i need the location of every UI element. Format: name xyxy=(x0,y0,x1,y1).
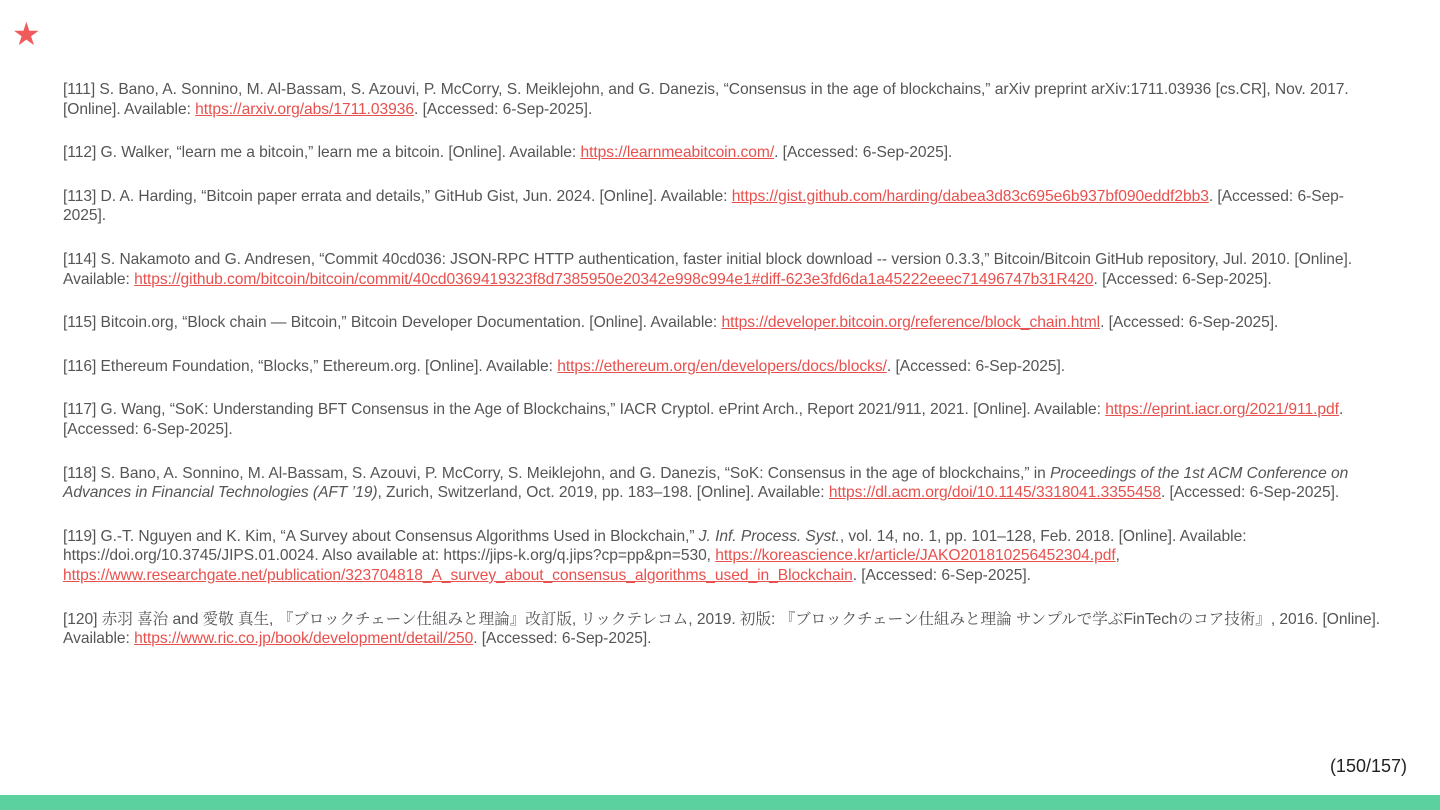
reference-accessed: . [Accessed: 6-Sep-2025]. xyxy=(473,630,652,648)
reference-text: [116] Ethereum Foundation, “Blocks,” Ethereum.org. [Online]. Available: xyxy=(63,357,558,375)
reference-link[interactable]: https://eprint.iacr.org/2021/911.pdf xyxy=(1105,401,1339,419)
reference-link[interactable]: https://developer.bitcoin.org/reference/block_chain.html xyxy=(721,314,1101,332)
reference-link[interactable]: https://arxiv.org/abs/1711.03936 xyxy=(195,100,415,118)
reference-accessed: . [Accessed: 6-Sep-2025]. xyxy=(1100,314,1279,332)
reference-text: [118] S. Bano, A. Sonnino, M. Al-Bassam, S. Azouvi, P. McCorry, S. Meiklejohn, and G. Danezis, “SoK: Consensus in the age of blockchains,” in xyxy=(63,464,1051,482)
reference-venue: Proceedings of the 1st ACM Conference on Advances in Financial Technologies (AFT ’19) xyxy=(63,464,1349,502)
reference-text: [114] S. Nakamoto and G. Andresen, “Commit 40cd036: JSON-RPC HTTP authentication, faster initial block download -- version 0.3.3,” Bitcoin/Bitcoin GitHub repository, Jul. 2010. [Online]. Available: xyxy=(63,250,1353,288)
reference-accessed: . [Accessed: 6-Sep-2025]. xyxy=(63,401,1344,438)
reference-accessed: . [Accessed: 6-Sep-2025]. xyxy=(1093,270,1272,288)
reference-link[interactable]: https://ethereum.org/en/developers/docs/blocks/ xyxy=(557,357,887,375)
reference-text: [119] G.-T. Nguyen and K. Kim, “A Survey about Consensus Algorithms Used in Blockchain,” xyxy=(63,527,699,545)
reference-text: [111] S. Bano, A. Sonnino, M. Al-Bassam, S. Azouvi, P. McCorry, S. Meiklejohn, and G. Danezis, “Consensus in the age of blockchains,” arXiv preprint arXiv:1711.03936 [cs.CR], Nov. 2017. [Online]. Available: xyxy=(63,81,1349,118)
reference-accessed: . [Accessed: 6-Sep-2025]. xyxy=(63,187,1344,225)
reference-119 xyxy=(63,527,1383,586)
reference-accessed: . [Accessed: 6-Sep-2025]. xyxy=(852,566,1031,584)
reference-118 xyxy=(63,464,1383,503)
reference-accessed: . [Accessed: 6-Sep-2025]. xyxy=(774,144,953,162)
reference-separator: , xyxy=(1115,547,1120,565)
reference-link-2[interactable]: https://www.researchgate.net/publication/323704818_A_survey_about_consensus_algorithms_used_in_Blockchain xyxy=(63,566,853,584)
reference-text: [112] G. Walker, “learn me a bitcoin,” learn me a bitcoin. [Online]. Available: xyxy=(63,144,581,162)
reference-link[interactable]: https://learnmeabitcoin.com/ xyxy=(580,144,775,162)
reference-link[interactable]: https://gist.github.com/harding/dabea3d83c695e6b937bf090eddf2bb3 xyxy=(731,187,1209,205)
reference-112 xyxy=(63,143,1383,163)
reference-link[interactable]: https://www.ric.co.jp/book/development/detail/250 xyxy=(134,630,474,648)
reference-text: [117] G. Wang, “SoK: Understanding BFT Consensus in the Age of Blockchains,” IACR Cryptol. ePrint Arch., Report 2021/911, 2021. [Online]. Available: xyxy=(63,401,1106,419)
reference-120 xyxy=(63,610,1383,649)
reference-114 xyxy=(63,250,1383,289)
reference-111 xyxy=(63,80,1383,119)
reference-accessed: . [Accessed: 6-Sep-2025]. xyxy=(414,100,593,118)
page-number: (150/157) xyxy=(1329,756,1407,776)
reference-list xyxy=(63,80,1383,673)
reference-text: [115] Bitcoin.org, “Block chain — Bitcoin,” Bitcoin Developer Documentation. [Online]. Available: xyxy=(63,314,722,332)
star-icon: ★ xyxy=(12,15,41,53)
reference-accessed: . [Accessed: 6-Sep-2025]. xyxy=(886,357,1066,375)
bottom-accent-bar xyxy=(0,795,1440,810)
reference-venue: J. Inf. Process. Syst. xyxy=(698,527,840,545)
reference-117 xyxy=(63,400,1383,439)
reference-113 xyxy=(63,187,1383,226)
reference-text: [113] D. A. Harding, “Bitcoin paper errata and details,” GitHub Gist, Jun. 2024. [Online]. Available: xyxy=(63,187,732,205)
reference-link[interactable]: https://github.com/bitcoin/bitcoin/commit/40cd0369419323f8d7385950e20342e998c994e1#diff-623e3fd6da1a45222eeec71496747b31R420 xyxy=(134,270,1094,288)
reference-link[interactable]: https://koreascience.kr/article/JAKO201810256452304.pdf xyxy=(715,547,1116,565)
reference-details: , Zurich, Switzerland, Oct. 2019, pp. 183–198. [Online]. Available: xyxy=(377,484,829,502)
reference-text: [120] 赤羽 喜治 and 愛敬 真生, 『ブロックチェーン仕組みと理論』改訂版, リックテレコム, 2019. 初版: 『ブロックチェーン仕組みと理論 サンプルで学ぶFinTechのコア技術』, 2016. [Online]. Available: xyxy=(63,610,1381,648)
reference-details: , vol. 14, no. 1, pp. 101–128, Feb. 2018. [Online]. Available: https://doi.org/10.3745/JIPS.01.0024. Also available at: https://jips-k.org/q.jips?cp=pp&pn=530, xyxy=(63,527,1247,565)
reference-115 xyxy=(63,313,1383,333)
reference-accessed: . [Accessed: 6-Sep-2025]. xyxy=(1160,484,1340,502)
reference-116 xyxy=(63,357,1383,377)
reference-link[interactable]: https://dl.acm.org/doi/10.1145/3318041.3355458 xyxy=(828,484,1161,502)
